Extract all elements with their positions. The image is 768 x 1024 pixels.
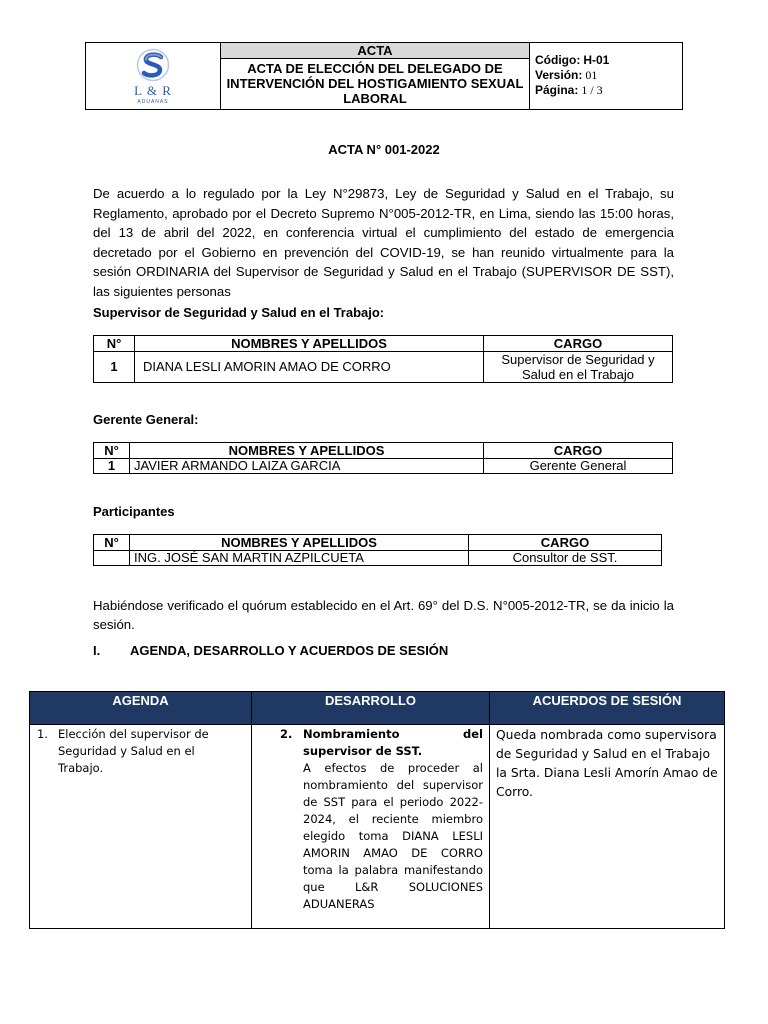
- table-row: [94, 352, 673, 383]
- row-name: JAVIER ARMANDO LAIZA GARCIA: [130, 459, 484, 474]
- col-n: N°: [94, 535, 130, 551]
- col-acuerdos: ACUERDOS DE SESIÓN: [490, 692, 725, 725]
- participantes-label: Participantes: [93, 504, 175, 519]
- col-nombres: NOMBRES Y APELLIDOS: [135, 336, 484, 352]
- row-n: [94, 551, 130, 566]
- col-nombres: NOMBRES Y APELLIDOS: [130, 535, 469, 551]
- col-cargo: CARGO: [484, 443, 673, 459]
- desarrollo-item-title: Nombramiento del supervisor de SST.: [303, 727, 483, 758]
- desarrollo-cell: [252, 725, 490, 929]
- supervisor-label: Supervisor de Seguridad y Salud en el Trabajo:: [93, 305, 385, 320]
- closing-paragraph: Habiéndose verificado el quórum establecido en el Art. 69° del D.S. N°005-2012-TR, se da inicio la sesión.: [93, 598, 674, 632]
- row-name: DIANA LESLI AMORIN AMAO DE CORRO: [135, 352, 484, 383]
- document-title: ACTA DE ELECCIÓN DEL DELEGADO DE INTERVENCIÓN DEL HOSTIGAMIENTO SEXUAL LABORAL: [226, 61, 524, 106]
- col-desarrollo: DESARROLLO: [252, 692, 490, 725]
- logo-sub-text: ADUANAS: [137, 98, 169, 105]
- document-meta: [530, 43, 682, 109]
- logo-s-icon: [133, 48, 173, 82]
- col-n: N°: [94, 443, 130, 459]
- version-value: 01: [585, 68, 598, 82]
- codigo-label: Código:: [535, 53, 581, 67]
- agenda-header-row: [30, 692, 725, 725]
- acuerdos-cell: [490, 725, 725, 929]
- document-header: [85, 42, 683, 110]
- section-i-title: AGENDA, DESARROLLO Y ACUERDOS DE SESIÓN: [130, 643, 449, 658]
- col-n: N°: [94, 336, 135, 352]
- acuerdos-text: Queda nombrada como supervisora de Seguridad y Salud en el Trabajo la Srta. Diana Lesli Amorín Amao de Corro.: [496, 728, 718, 799]
- agenda-row: [30, 725, 725, 929]
- col-cargo: CARGO: [469, 535, 662, 551]
- desarrollo-item-text: A efectos de proceder al nombramiento del supervisor de SST para el periodo 2022-2024, el reciente miembro elegido toma DIANA LESLI AMORIN AMAO DE CORRO toma la palabra manifestando que L&R SOLUCIONES ADUANERAS: [303, 761, 483, 911]
- participantes-table: [93, 534, 662, 566]
- desarrollo-item-number: 2.: [280, 727, 293, 741]
- section-i-numeral: I.: [93, 643, 101, 658]
- table-row: [94, 551, 662, 566]
- col-agenda: AGENDA: [30, 692, 252, 725]
- col-nombres: NOMBRES Y APELLIDOS: [130, 443, 484, 459]
- gerente-table: [93, 442, 673, 474]
- agenda-cell: [30, 725, 252, 929]
- table-header-row: [94, 443, 673, 459]
- row-n: 1: [94, 352, 135, 383]
- row-cargo: Supervisor de Seguridad y Salud en el Trabajo: [484, 352, 673, 383]
- table-header-row: [94, 535, 662, 551]
- acta-number: ACTA N° 001-2022: [328, 142, 440, 157]
- agenda-item-text: Elección del supervisor de Seguridad y Salud en el Trabajo.: [58, 727, 209, 775]
- pagina-value: 1 / 3: [581, 83, 603, 97]
- company-logo: [86, 43, 221, 109]
- table-header-row: [94, 336, 673, 352]
- version-label: Versión:: [535, 68, 583, 82]
- row-cargo: Gerente General: [484, 459, 673, 474]
- agenda-item-number: 1.: [37, 727, 48, 741]
- col-cargo: CARGO: [484, 336, 673, 352]
- agenda-table: [29, 691, 725, 929]
- row-cargo: Consultor de SST.: [469, 551, 662, 566]
- row-name: ING. JOSÉ SAN MARTIN AZPILCUETA: [130, 551, 469, 566]
- pagina-label: Página:: [535, 83, 579, 97]
- codigo-value: H-01: [583, 53, 610, 67]
- row-n: 1: [94, 459, 130, 474]
- header-top-label: ACTA: [221, 43, 529, 59]
- logo-brand-text: L & R: [134, 82, 172, 98]
- table-row: [94, 459, 673, 474]
- header-title-block: [221, 43, 530, 109]
- gerente-label: Gerente General:: [93, 412, 199, 427]
- intro-paragraph: De acuerdo a lo regulado por la Ley N°29873, Ley de Seguridad y Salud en el Trabajo, su Reglamento, aprobado por el Decreto Supremo N°005-2012-TR, en Lima, siendo las 15:00 horas, del 13 de abril del 2022, en conferencia virtual el cumplimiento del estado de emergencia decretado por el Gobierno en prevención del COVID-19, se han reunido virtualmente para la sesión ORDINARIA del Supervisor de Seguridad y Salud en el Trabajo (SUPERVISOR DE SST), las siguientes personas: [93, 186, 674, 299]
- supervisor-table: [93, 335, 673, 383]
